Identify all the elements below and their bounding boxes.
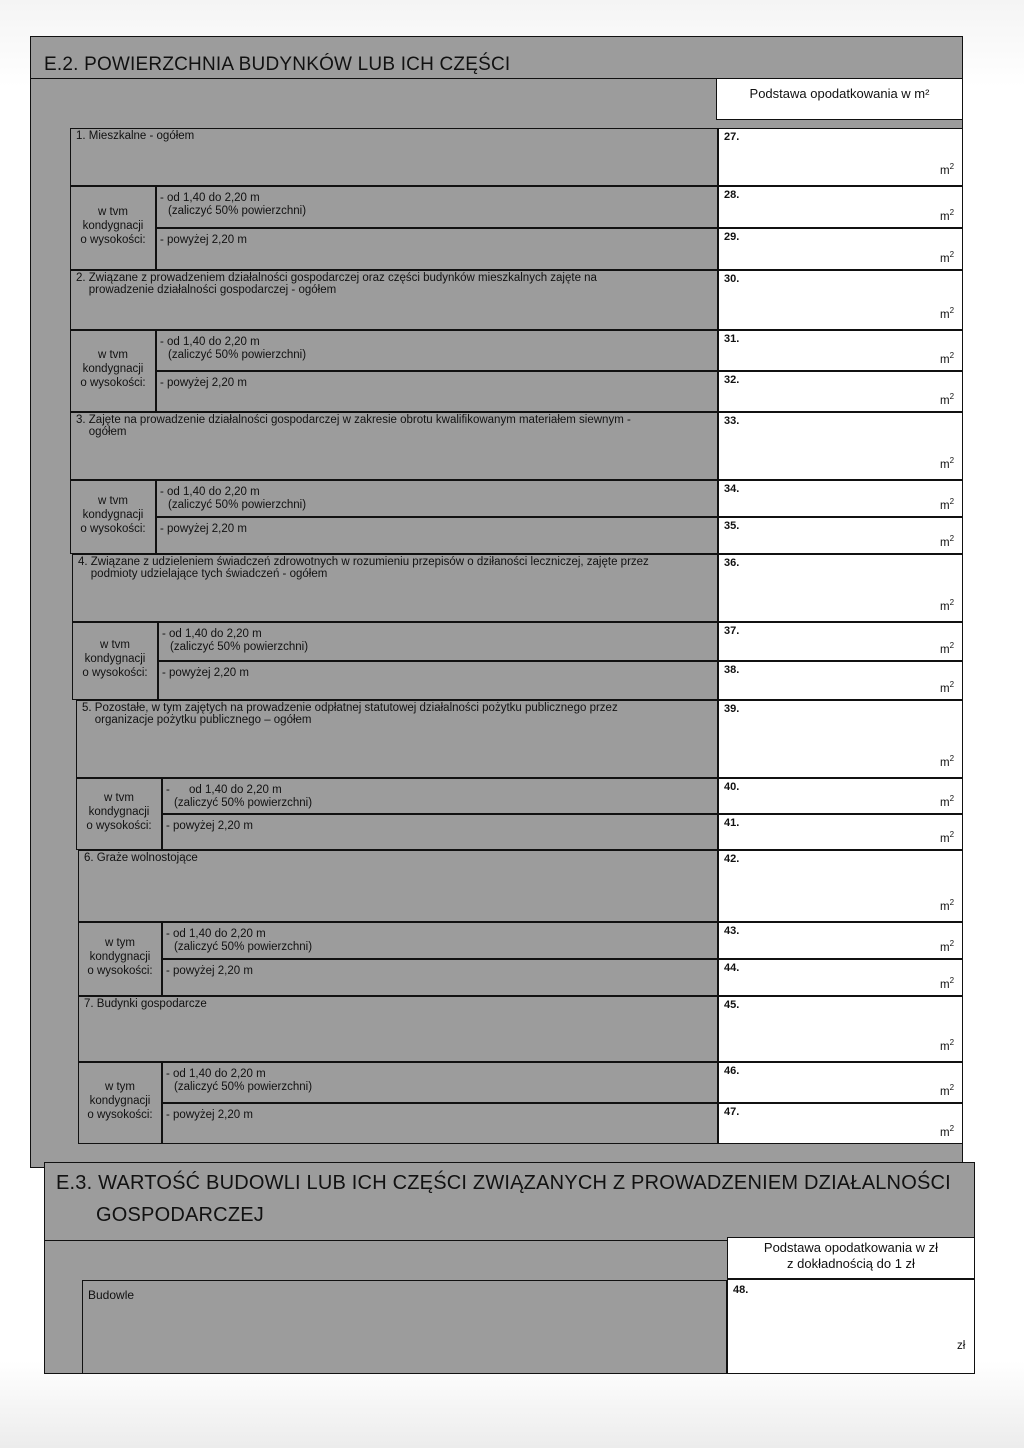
field-number: 28. [724,189,740,201]
row-7-low-label-note: (zaliczyć 50% powierzchni) [174,1081,313,1093]
budowle-label-cell [82,1280,727,1374]
field-40[interactable] [718,778,963,814]
row-5-low-label-note: (zaliczyć 50% powierzchni) [174,797,313,809]
row-5-wtym: w tvm [103,792,135,804]
field-unit-exponent: 2 [949,898,955,907]
header-basis: Podstawa opodatkowania w m² [749,86,930,101]
row-3-wtym: w tvm [97,495,129,507]
row-5-low-label: - od 1,40 do 2,20 m [166,784,282,796]
row-6-label: 6. Graże wolnostojące [84,852,198,864]
field-unit [940,456,954,471]
field-unit [940,939,954,954]
field-number: 27. [724,131,740,143]
row-4-low-label: - od 1,40 do 2,20 m [162,628,262,640]
row-3-label: 3. Zajęte na prowadzenie działalności gospodarczej w zakresie obrotu kwalifikowanym materiałem siewnym - [76,414,631,426]
field-unit-exponent: 2 [949,1038,955,1047]
row-4-wtym: w tvm [99,639,131,651]
field-unit-base: m [940,252,950,265]
row-6-wysokosci: o wysokości: [87,965,153,977]
field-number: 45. [724,999,740,1011]
field-unit-exponent: 2 [949,208,955,217]
field-unit [940,162,954,177]
row-4-label: 4. Związane z udzieleniem świadczeń zdrowotnych w rozumieniu przepisów o dziłaności leczniczej, zajęte przez [78,556,649,568]
row-6-wtym: w tym [104,937,136,949]
field-unit-base: m [940,210,950,223]
row-7-low-label: - od 1,40 do 2,20 m [166,1068,266,1080]
field-number: 42. [724,853,740,865]
field-number: 35. [724,520,740,532]
field-unit-exponent: 2 [949,351,955,360]
field-42[interactable] [718,850,963,922]
field-unit [940,976,954,991]
field-31[interactable] [718,330,963,371]
field-number: 30. [724,273,740,285]
row-5-label-cont: organizacje pożytku publicznego – ogółem [82,714,312,726]
field-number: 29. [724,231,740,243]
row-7-wysokosci: o wysokości: [87,1109,153,1121]
row-1-high-label: - powyżej 2,20 m [160,234,247,246]
field-unit [940,250,954,265]
field-37[interactable] [718,622,963,661]
field-27[interactable] [718,128,963,186]
field-number: 38. [724,664,740,676]
section-e3-title-line-1: E.3. WARTOŚĆ BUDOWLI LUB ICH CZĘŚCI ZWIĄZANYCH Z PROWADZENIEM DZIAŁALNOŚCI [56,1172,951,1194]
field-unit [940,534,954,549]
field-unit [940,1083,954,1098]
field-29[interactable] [718,228,963,270]
row-3-low-label-note: (zaliczyć 50% powierzchni) [168,499,307,511]
field-unit [940,754,954,769]
field-unit-exponent: 2 [949,250,955,259]
field-unit-base: m [940,643,950,656]
field-unit-base: m [940,353,950,366]
field-number: 31. [724,333,740,345]
row-2-wysokosci: o wysokości: [80,377,146,389]
row-5-high-label: - powyżej 2,20 m [166,820,253,832]
row-1-kondygnacji: kondygnacji [82,220,144,232]
row-6-low-label: - od 1,40 do 2,20 m [166,928,266,940]
field-unit-base: m [940,832,950,845]
field-unit-exponent: 2 [949,794,955,803]
field-number: 43. [724,925,740,937]
field-number: 39. [724,703,740,715]
field-unit-base: m [940,308,950,321]
field-unit-base: m [940,682,950,695]
field-unit-exponent: 2 [949,1083,955,1092]
row-1-low-label: - od 1,40 do 2,20 m [160,192,260,204]
field-number: 32. [724,374,740,386]
e3-header-basis-line-2: z dokładnością do 1 zł [787,1256,915,1271]
row-7-high-label: - powyżej 2,20 m [166,1109,253,1121]
field-unit-exponent: 2 [949,1124,955,1133]
field-number: 37. [724,625,740,637]
row-2-label-cont: prowadzenie działalności gospodarczej - ogółem [76,284,337,296]
row-3-high-label: - powyżej 2,20 m [160,523,247,535]
row-2-wtym: w tvm [97,349,129,361]
field-unit-exponent: 2 [949,598,955,607]
row-7-label: 7. Budynki gospodarcze [84,998,207,1010]
field-unit-base: m [940,796,950,809]
row-2-low-label: - od 1,40 do 2,20 m [160,336,260,348]
field-unit-base: m [940,394,950,407]
field-45[interactable] [718,996,963,1062]
field-44[interactable] [718,959,963,996]
field-unit [940,208,954,223]
field-unit [940,830,954,845]
field-unit [940,598,954,613]
field-number: 46. [724,1065,740,1077]
field-48[interactable] [727,1279,975,1374]
row-3-low-label: - od 1,40 do 2,20 m [160,486,260,498]
row-6-high-label: - powyżej 2,20 m [166,965,253,977]
field-unit [940,641,954,656]
field-46[interactable] [718,1062,963,1103]
row-2-high-label: - powyżej 2,20 m [160,377,247,389]
field-number: 36. [724,557,740,569]
row-6-kondygnacji: kondygnacji [89,951,151,963]
section-e2-title: E.2. POWIERZCHNIA BUDYNKÓW LUB ICH CZĘŚCI [44,54,511,75]
field-unit-base: m [940,164,950,177]
field-number: 41. [724,817,740,829]
field-unit-base: m [940,458,950,471]
field-unit-exponent: 2 [949,830,955,839]
field-unit-exponent: 2 [949,456,955,465]
section-e3-title-line-2: GOSPODARCZEJ [96,1204,264,1226]
field-unit [940,680,954,695]
row-5-wysokosci: o wysokości: [86,820,152,832]
row-4-kondygnacji: kondygnacji [84,653,146,665]
row-3-label-cont: ogółem [76,426,127,438]
field-32[interactable] [718,371,963,412]
row-4-low-label-note: (zaliczyć 50% powierzchni) [170,641,309,653]
field-unit-exponent: 2 [949,497,955,506]
row-1-low-label-note: (zaliczyć 50% powierzchni) [168,205,307,217]
field-35[interactable] [718,517,963,554]
field-48-number: 48. [733,1284,749,1296]
field-unit-base: m [940,756,950,769]
row-2-low-label-note: (zaliczyć 50% powierzchni) [168,349,307,361]
field-unit-exponent: 2 [949,641,955,650]
field-unit [940,392,954,407]
field-34[interactable] [718,480,963,517]
field-unit-base: m [940,900,950,913]
field-36[interactable] [718,554,963,622]
row-4-label-cont: podmioty udzielające tych świadczeń - ogółem [78,568,328,580]
row-1-label: 1. Mieszkalne - ogółem [76,130,195,142]
field-47[interactable] [718,1103,963,1144]
field-unit-exponent: 2 [949,392,955,401]
field-unit-base: m [940,978,950,991]
row-4-wysokosci: o wysokości: [82,667,148,679]
field-unit-base: m [940,536,950,549]
field-unit-exponent: 2 [949,306,955,315]
row-5-label: 5. Pozostałe, w tym zajętych na prowadzenie odpłatnej statutowej działalności pożytku publicznego przez [82,702,618,714]
field-unit-exponent: 2 [949,534,955,543]
row-1-wysokosci: o wysokości: [80,234,146,246]
field-41[interactable] [718,814,963,850]
row-6-low-label-note: (zaliczyć 50% powierzchni) [174,941,313,953]
row-7-kondygnacji: kondygnacji [89,1095,151,1107]
field-unit [940,351,954,366]
field-number: 33. [724,415,740,427]
row-4-high-label: - powyżej 2,20 m [162,667,249,679]
field-number: 47. [724,1106,740,1118]
field-unit [940,1038,954,1053]
field-unit [940,794,954,809]
field-unit [940,1124,954,1139]
e3-header-basis-line-1: Podstawa opodatkowania w zł [763,1240,939,1255]
row-3-wysokosci: o wysokości: [80,523,146,535]
field-unit-base: m [940,499,950,512]
field-unit-base: m [940,941,950,954]
row-7-wtym: w tym [104,1081,136,1093]
field-38[interactable] [718,661,963,700]
row-2-label: 2. Związane z prowadzeniem działalności gospodarczej oraz części budynków mieszkalnych zajęte na [76,272,597,284]
field-unit-base: m [940,1085,950,1098]
row-2-kondygnacji: kondygnacji [82,363,144,375]
field-43[interactable] [718,922,963,959]
field-unit-exponent: 2 [949,939,955,948]
row-3-kondygnacji: kondygnacji [82,509,144,521]
field-unit-exponent: 2 [949,754,955,763]
budowle-label: Budowle [88,1288,135,1302]
field-unit [940,898,954,913]
field-number: 40. [724,781,740,793]
field-unit [940,306,954,321]
field-unit-exponent: 2 [949,162,955,171]
row-5-kondygnacji: kondygnacji [88,806,150,818]
field-39[interactable] [718,700,963,778]
field-33[interactable] [718,412,963,480]
field-30[interactable] [718,270,963,330]
field-unit-base: m [940,1040,950,1053]
field-number: 34. [724,483,740,495]
field-28[interactable] [718,186,963,228]
field-unit-base: m [940,600,950,613]
field-unit [940,497,954,512]
field-unit-exponent: 2 [949,680,955,689]
field-48-unit: zł [957,1340,966,1352]
field-unit-base: m [940,1126,950,1139]
field-number: 44. [724,962,740,974]
field-unit-exponent: 2 [949,976,955,985]
row-1-wtym: w tvm [97,206,129,218]
